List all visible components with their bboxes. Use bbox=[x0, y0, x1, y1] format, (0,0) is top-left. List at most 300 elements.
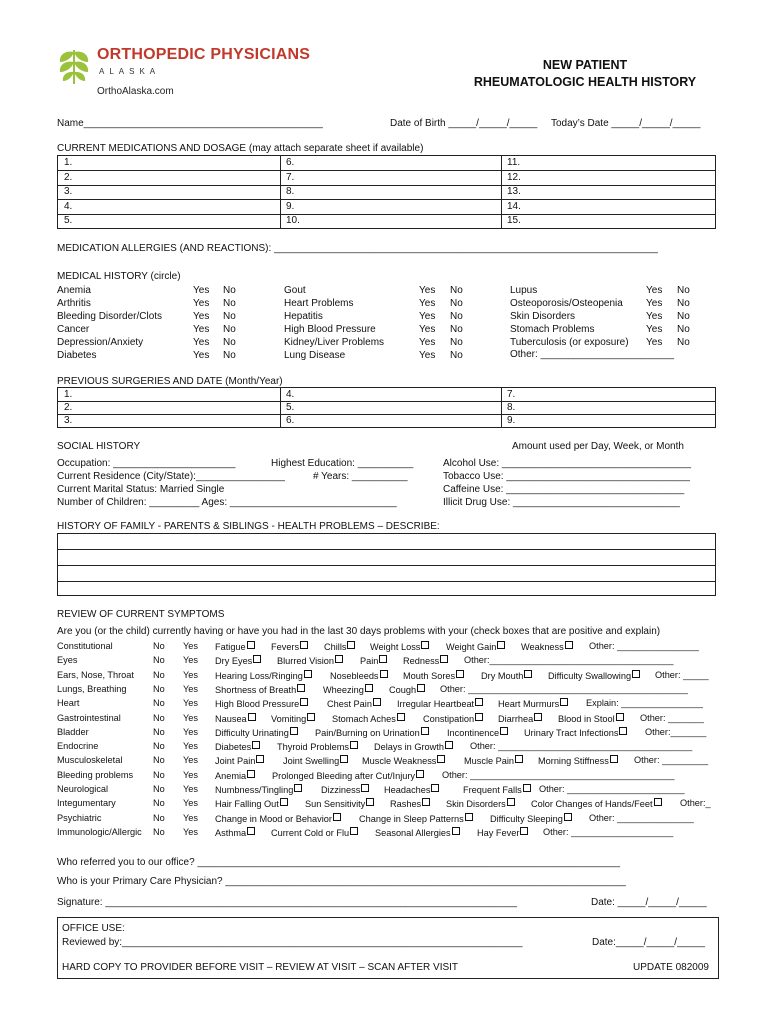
symptom-checkbox-item[interactable] bbox=[498, 713, 542, 724]
checkbox-icon[interactable] bbox=[421, 727, 429, 735]
symptom-checkbox-item[interactable] bbox=[360, 655, 387, 666]
symptom-label: Redness bbox=[403, 656, 440, 667]
symptom-checkbox-item[interactable] bbox=[272, 770, 424, 781]
yes-option[interactable]: Yes bbox=[419, 285, 436, 296]
symptom-other-field[interactable]: Other: ___________________________________________ bbox=[440, 683, 688, 694]
yes-option[interactable]: Yes bbox=[183, 641, 198, 651]
condition-label: Heart Problems bbox=[284, 298, 354, 309]
symptom-label: Dizziness bbox=[321, 785, 361, 795]
symptom-checkbox-item[interactable] bbox=[215, 698, 308, 709]
no-option[interactable]: No bbox=[153, 755, 165, 766]
no-option[interactable]: No bbox=[153, 826, 165, 837]
checkbox-icon[interactable] bbox=[416, 770, 424, 778]
office-use-label: OFFICE USE: bbox=[62, 923, 125, 934]
checkbox-icon[interactable] bbox=[500, 727, 508, 735]
numbered-entry[interactable]: 3. bbox=[64, 186, 73, 198]
symptom-row bbox=[0, 770, 770, 784]
symptom-label: Prolonged Bleeding after Cut/Injury bbox=[272, 770, 416, 781]
symptom-checkbox-item[interactable] bbox=[490, 813, 572, 824]
checkbox-icon[interactable] bbox=[340, 755, 348, 763]
no-option[interactable]: No bbox=[153, 683, 165, 694]
checkbox-icon[interactable] bbox=[437, 755, 445, 763]
family-history-heading: HISTORY OF FAMILY - PARENTS & SIBLINGS - HEALTH PROBLEMS – DESCRIBE: bbox=[57, 521, 440, 532]
numbered-entry[interactable]: 15. bbox=[507, 215, 521, 227]
system-label: Endocrine bbox=[57, 741, 99, 752]
yes-option[interactable]: Yes bbox=[193, 298, 210, 309]
checkbox-icon[interactable] bbox=[350, 741, 358, 749]
checkbox-icon[interactable] bbox=[417, 684, 425, 692]
no-option[interactable]: No bbox=[677, 298, 690, 309]
dob-field[interactable]: Date of Birth _____/_____/_____ bbox=[390, 118, 538, 129]
surgeries-table[interactable] bbox=[57, 387, 716, 428]
symptom-label: Muscle Weakness bbox=[362, 756, 437, 767]
symptom-checkbox-item[interactable] bbox=[271, 713, 315, 724]
occupation-field[interactable]: Occupation: ______________________ bbox=[57, 458, 236, 469]
checkbox-icon[interactable] bbox=[445, 741, 453, 749]
no-option[interactable]: No bbox=[153, 712, 165, 723]
yes-option[interactable]: Yes bbox=[183, 812, 198, 823]
symptom-label: Hearing Loss/Ringing bbox=[215, 670, 303, 681]
system-label: Integumentary bbox=[57, 798, 116, 809]
symptom-label: Vomiting bbox=[271, 713, 307, 724]
no-option[interactable]: No bbox=[153, 669, 165, 680]
yes-option[interactable]: Yes bbox=[183, 798, 198, 809]
condition-label: Lung Disease bbox=[284, 350, 346, 361]
numbered-entry[interactable]: 4. bbox=[64, 200, 73, 212]
symptom-checkbox-item[interactable] bbox=[403, 655, 448, 666]
no-option[interactable]: No bbox=[450, 285, 463, 296]
symptom-checkbox-item[interactable] bbox=[531, 798, 662, 809]
symptom-checkbox-item[interactable] bbox=[215, 713, 256, 724]
symptom-checkbox-item[interactable] bbox=[324, 641, 355, 652]
reviewed-by-field[interactable]: Reviewed by:________________________________________________________________________ bbox=[62, 937, 523, 948]
no-option[interactable]: No bbox=[450, 324, 463, 335]
symptom-row bbox=[0, 684, 770, 698]
symptom-row bbox=[0, 755, 770, 769]
symptom-label: Current Cold or Flu bbox=[271, 827, 350, 838]
checkbox-icon[interactable] bbox=[247, 827, 255, 835]
symptom-label: Heart Murmurs bbox=[498, 699, 560, 710]
no-option[interactable]: No bbox=[450, 311, 463, 322]
checkbox-icon[interactable] bbox=[475, 713, 483, 721]
symptom-other-field[interactable]: Other: _______________ bbox=[589, 812, 694, 823]
symptom-checkbox-item[interactable] bbox=[384, 784, 439, 795]
no-option[interactable]: No bbox=[450, 350, 463, 361]
symptom-checkbox-item[interactable] bbox=[464, 755, 523, 766]
yes-option[interactable]: Yes bbox=[646, 311, 663, 322]
checkbox-icon[interactable] bbox=[497, 641, 505, 649]
symptom-row bbox=[0, 798, 770, 812]
symptom-checkbox-item[interactable] bbox=[215, 770, 255, 781]
numbered-entry[interactable]: 7. bbox=[286, 171, 295, 183]
checkbox-icon[interactable] bbox=[252, 741, 260, 749]
symptom-checkbox-item[interactable] bbox=[215, 727, 298, 738]
condition-label: Stomach Problems bbox=[510, 324, 595, 335]
yes-option[interactable]: Yes bbox=[193, 285, 210, 296]
checkbox-icon[interactable] bbox=[297, 684, 305, 692]
checkbox-icon[interactable] bbox=[333, 813, 341, 821]
symptom-checkbox-item[interactable] bbox=[315, 727, 429, 738]
checkbox-icon[interactable] bbox=[452, 827, 460, 835]
no-option[interactable]: No bbox=[153, 784, 165, 794]
symptom-label: Diabetes bbox=[215, 742, 252, 753]
yes-option[interactable]: Yes bbox=[419, 324, 436, 335]
checkbox-icon[interactable] bbox=[300, 698, 308, 706]
medications-table[interactable] bbox=[57, 155, 716, 229]
numbered-entry[interactable]: 9. bbox=[286, 200, 295, 212]
numbered-entry[interactable]: 2. bbox=[64, 402, 73, 413]
symptom-checkbox-item[interactable] bbox=[271, 641, 308, 652]
symptom-other-field[interactable]: Other: _______________________ bbox=[539, 784, 685, 794]
numbered-entry[interactable]: 1. bbox=[64, 157, 73, 168]
office-use-box bbox=[57, 917, 719, 979]
checkbox-icon[interactable] bbox=[654, 798, 662, 806]
checkbox-icon[interactable] bbox=[475, 698, 483, 706]
symptom-checkbox-item[interactable] bbox=[323, 684, 373, 695]
checkbox-icon[interactable] bbox=[616, 713, 624, 721]
symptom-label: Joint Swelling bbox=[283, 756, 340, 767]
office-date-field[interactable]: Date:_____/_____/_____ bbox=[592, 937, 705, 948]
no-option[interactable]: No bbox=[153, 641, 165, 651]
symptom-label: Thyroid Problems bbox=[277, 742, 349, 753]
checkbox-icon[interactable] bbox=[350, 827, 358, 835]
marital-status-field[interactable]: Current Marital Status: Married Single bbox=[57, 484, 225, 495]
no-option[interactable]: No bbox=[450, 298, 463, 309]
system-label: Gastrointestinal bbox=[57, 712, 121, 723]
yes-option[interactable]: Yes bbox=[193, 324, 210, 335]
checkbox-icon[interactable] bbox=[300, 641, 308, 649]
checkbox-icon[interactable] bbox=[560, 698, 568, 706]
symptom-checkbox-item[interactable] bbox=[215, 655, 261, 666]
symptom-checkbox-item[interactable] bbox=[215, 670, 312, 681]
symptom-checkbox-item[interactable] bbox=[271, 827, 358, 838]
condition-label: Depression/Anxiety bbox=[57, 337, 144, 348]
no-option[interactable]: No bbox=[223, 311, 236, 322]
symptom-checkbox-item[interactable] bbox=[215, 827, 255, 838]
checkbox-icon[interactable] bbox=[307, 713, 315, 721]
residence-field[interactable]: Current Residence (City/State):________________ bbox=[57, 471, 285, 482]
symptom-checkbox-item[interactable] bbox=[215, 813, 341, 824]
numbered-entry[interactable]: 10. bbox=[286, 215, 300, 227]
checkbox-icon[interactable] bbox=[335, 655, 343, 663]
checkbox-icon[interactable] bbox=[247, 770, 255, 778]
years-field[interactable]: # Years: __________ bbox=[313, 471, 408, 482]
symptom-checkbox-item[interactable] bbox=[215, 784, 302, 795]
numbered-entry[interactable]: 3. bbox=[64, 415, 73, 426]
symptom-checkbox-item[interactable] bbox=[423, 713, 483, 724]
checkbox-icon[interactable] bbox=[520, 827, 528, 835]
checkbox-icon[interactable] bbox=[524, 670, 532, 678]
symptom-checkbox-item[interactable] bbox=[389, 684, 425, 695]
symptom-other-field[interactable]: Other: _______ bbox=[640, 712, 704, 723]
symptom-label: Hair Falling Out bbox=[215, 799, 279, 810]
checkbox-icon[interactable] bbox=[379, 655, 387, 663]
condition-label: Anemia bbox=[57, 285, 91, 296]
checkbox-icon[interactable] bbox=[280, 798, 288, 806]
yes-option[interactable]: Yes bbox=[419, 311, 436, 322]
symptom-label: Constipation bbox=[423, 713, 475, 724]
education-field[interactable]: Highest Education: __________ bbox=[271, 458, 414, 469]
yes-option[interactable]: Yes bbox=[183, 669, 198, 680]
numbered-entry[interactable]: 14. bbox=[507, 200, 521, 212]
symptom-checkbox-item[interactable] bbox=[374, 741, 453, 752]
numbered-entry[interactable]: 6. bbox=[286, 157, 295, 168]
checkbox-icon[interactable] bbox=[397, 713, 405, 721]
symptom-checkbox-item[interactable] bbox=[463, 784, 531, 795]
no-option[interactable]: No bbox=[153, 798, 165, 809]
medical-history-other[interactable]: Other: ________________________ bbox=[510, 349, 675, 360]
symptom-other-field[interactable]: Other:____________________________________ bbox=[464, 655, 674, 666]
numbered-entry[interactable]: 4. bbox=[286, 389, 295, 400]
no-option[interactable]: No bbox=[153, 769, 165, 780]
symptom-label: Chills bbox=[324, 642, 347, 652]
no-option[interactable]: No bbox=[223, 324, 236, 335]
yes-option[interactable]: Yes bbox=[646, 324, 663, 335]
no-option[interactable]: No bbox=[223, 285, 236, 296]
symptom-checkbox-item[interactable] bbox=[390, 798, 430, 809]
checkbox-icon[interactable] bbox=[248, 713, 256, 721]
yes-option[interactable]: Yes bbox=[183, 826, 198, 837]
children-field[interactable]: Number of Children: _________ Ages: ______________________________ bbox=[57, 497, 397, 508]
yes-option[interactable]: Yes bbox=[183, 698, 198, 709]
no-option[interactable]: No bbox=[223, 298, 236, 309]
symptom-checkbox-item[interactable] bbox=[215, 755, 264, 766]
condition-label: High Blood Pressure bbox=[284, 324, 376, 335]
symptom-checkbox-item[interactable] bbox=[481, 670, 532, 681]
condition-label: Bleeding Disorder/Clots bbox=[57, 311, 163, 322]
routing-notice: HARD COPY TO PROVIDER BEFORE VISIT – REVIEW AT VISIT – SCAN AFTER VISIT bbox=[62, 962, 459, 973]
symptom-label: Frequent Falls bbox=[463, 785, 522, 795]
symptom-checkbox-item[interactable] bbox=[283, 755, 348, 766]
yes-option[interactable]: Yes bbox=[183, 784, 198, 794]
yes-option[interactable]: Yes bbox=[193, 350, 210, 361]
symptom-checkbox-item[interactable] bbox=[215, 741, 260, 752]
drug-use-field[interactable]: Illicit Drug Use: ______________________________ bbox=[443, 497, 680, 508]
no-option[interactable]: No bbox=[223, 350, 236, 361]
symptom-other-field[interactable]: Other: ________________________________________ bbox=[442, 769, 675, 780]
caffeine-field[interactable]: Caffeine Use: ________________________________ bbox=[443, 484, 685, 495]
yes-option[interactable]: Yes bbox=[193, 311, 210, 322]
signature-date-field[interactable]: Date: _____/_____/_____ bbox=[591, 897, 707, 908]
checkbox-icon[interactable] bbox=[632, 670, 640, 678]
checkbox-icon[interactable] bbox=[465, 813, 473, 821]
symptom-row bbox=[0, 727, 770, 741]
checkbox-icon[interactable] bbox=[610, 755, 618, 763]
yes-option[interactable]: Yes bbox=[193, 337, 210, 348]
checkbox-icon[interactable] bbox=[380, 670, 388, 678]
no-option[interactable]: No bbox=[223, 337, 236, 348]
symptom-label: Blood in Stool bbox=[558, 713, 615, 724]
checkbox-icon[interactable] bbox=[421, 641, 429, 649]
symptom-checkbox-item[interactable] bbox=[359, 813, 473, 824]
symptom-label: Asthma bbox=[215, 827, 247, 838]
family-history-box[interactable] bbox=[57, 533, 716, 596]
symptom-checkbox-item[interactable] bbox=[477, 827, 528, 838]
symptom-checkbox-item[interactable] bbox=[215, 641, 255, 652]
yes-option[interactable]: Yes bbox=[183, 755, 198, 766]
symptom-label: Pain/Burning on Urination bbox=[315, 727, 420, 738]
symptom-checkbox-item[interactable] bbox=[524, 727, 627, 738]
yes-option[interactable]: Yes bbox=[646, 337, 663, 348]
checkbox-icon[interactable] bbox=[365, 684, 373, 692]
symptom-other-field[interactable]: Other: ________________ bbox=[589, 641, 699, 651]
checkbox-icon[interactable] bbox=[523, 784, 531, 792]
symptom-checkbox-item[interactable] bbox=[370, 641, 429, 652]
symptom-checkbox-item[interactable] bbox=[375, 827, 460, 838]
condition-label: Osteoporosis/Osteopenia bbox=[510, 298, 623, 309]
checkbox-icon[interactable] bbox=[256, 755, 264, 763]
checkbox-icon[interactable] bbox=[456, 670, 464, 678]
system-label: Ears, Nose, Throat bbox=[57, 669, 134, 680]
name-field[interactable]: Name___________________________________________ bbox=[57, 118, 323, 129]
symptom-checkbox-item[interactable] bbox=[321, 784, 369, 795]
no-option[interactable]: No bbox=[153, 741, 165, 752]
symptom-row bbox=[0, 784, 770, 798]
symptom-checkbox-item[interactable] bbox=[403, 670, 464, 681]
numbered-entry[interactable]: 7. bbox=[507, 389, 516, 400]
no-option[interactable]: No bbox=[153, 726, 165, 737]
symptom-checkbox-item[interactable] bbox=[305, 798, 374, 809]
medical-history-heading: MEDICAL HISTORY (circle) bbox=[57, 271, 181, 282]
condition-label: Gout bbox=[284, 285, 306, 296]
no-option[interactable]: No bbox=[153, 812, 165, 823]
symptom-other-field[interactable]: Other: ____________________ bbox=[543, 826, 674, 837]
checkbox-icon[interactable] bbox=[422, 798, 430, 806]
yes-option[interactable]: Yes bbox=[183, 741, 198, 752]
symptom-label: Irregular Heartbeat bbox=[397, 699, 475, 710]
numbered-entry[interactable]: 11. bbox=[507, 157, 521, 168]
no-option[interactable]: No bbox=[677, 311, 690, 322]
symptom-checkbox-item[interactable] bbox=[586, 698, 703, 708]
yes-option[interactable]: Yes bbox=[183, 726, 198, 737]
no-option[interactable]: No bbox=[677, 337, 690, 348]
checkbox-icon[interactable] bbox=[294, 784, 302, 792]
symptom-other-field[interactable]: Other: ______________________________________ bbox=[470, 741, 693, 752]
symptom-other-field[interactable]: Other:_______ bbox=[645, 726, 707, 737]
checkbox-icon[interactable] bbox=[564, 813, 572, 821]
system-label: Eyes bbox=[57, 655, 78, 666]
symptom-checkbox-item[interactable] bbox=[215, 798, 288, 809]
numbered-entry[interactable]: 13. bbox=[507, 186, 521, 198]
checkbox-icon[interactable] bbox=[366, 798, 374, 806]
condition-label: Hepatitis bbox=[284, 311, 323, 322]
yes-option[interactable]: Yes bbox=[183, 712, 198, 723]
allergies-field[interactable]: MEDICATION ALLERGIES (AND REACTIONS): _____________________________________________________________________ bbox=[57, 243, 658, 254]
numbered-entry[interactable]: 12. bbox=[507, 171, 521, 183]
yes-option[interactable]: Yes bbox=[419, 350, 436, 361]
symptom-label: Stomach Aches bbox=[332, 713, 396, 724]
condition-label: Tuberculosis (or exposure) bbox=[510, 337, 629, 348]
symptom-label: Shortness of Breath bbox=[215, 684, 297, 695]
yes-option[interactable]: Yes bbox=[419, 337, 436, 348]
symptom-checkbox-item[interactable] bbox=[277, 741, 358, 752]
symptom-checkbox-item[interactable] bbox=[446, 641, 505, 652]
checkbox-icon[interactable] bbox=[507, 798, 515, 806]
tobacco-field[interactable]: Tobacco Use: _________________________________ bbox=[443, 471, 690, 482]
symptom-checkbox-item[interactable] bbox=[521, 641, 573, 652]
condition-label: Diabetes bbox=[57, 350, 97, 361]
numbered-entry[interactable]: 8. bbox=[507, 402, 516, 413]
symptom-checkbox-item[interactable] bbox=[277, 655, 343, 666]
symptom-checkbox-item[interactable] bbox=[446, 798, 515, 809]
checkbox-icon[interactable] bbox=[373, 698, 381, 706]
symptom-checkbox-item[interactable] bbox=[498, 698, 568, 709]
symptom-checkbox-item[interactable] bbox=[538, 755, 618, 766]
symptom-other-field[interactable]: Other: _________ bbox=[634, 755, 709, 766]
checkbox-icon[interactable] bbox=[304, 670, 312, 678]
numbered-entry[interactable]: 8. bbox=[286, 186, 295, 198]
checkbox-icon[interactable] bbox=[565, 641, 573, 649]
numbered-entry[interactable]: 5. bbox=[64, 215, 73, 227]
symptom-checkbox-item[interactable] bbox=[330, 670, 388, 681]
symptom-checkbox-item[interactable] bbox=[215, 684, 305, 695]
symptom-checkbox-item[interactable] bbox=[397, 698, 483, 709]
symptom-other-field[interactable]: Other: _____ bbox=[655, 669, 709, 680]
yes-option[interactable]: Yes bbox=[646, 298, 663, 309]
numbered-entry[interactable]: 5. bbox=[286, 402, 295, 413]
no-option[interactable]: No bbox=[677, 285, 690, 296]
checkbox-icon[interactable] bbox=[619, 727, 627, 735]
numbered-entry[interactable]: 9. bbox=[507, 415, 516, 426]
symptom-checkbox-item[interactable] bbox=[327, 698, 381, 709]
checkbox-icon[interactable] bbox=[253, 655, 261, 663]
symptom-checkbox-item[interactable] bbox=[558, 713, 624, 724]
numbered-entry[interactable]: 6. bbox=[286, 415, 295, 426]
symptom-checkbox-item[interactable] bbox=[548, 670, 640, 681]
alcohol-field[interactable]: Alcohol Use: __________________________________ bbox=[443, 458, 692, 469]
yes-option[interactable]: Yes bbox=[183, 683, 198, 694]
symptom-label: Dry Mouth bbox=[481, 670, 524, 681]
checkbox-icon[interactable] bbox=[515, 755, 523, 763]
signature-field[interactable]: Signature: __________________________________________________________________________ bbox=[57, 897, 517, 908]
symptom-row bbox=[0, 698, 770, 712]
checkbox-icon[interactable] bbox=[290, 727, 298, 735]
checkbox-icon[interactable] bbox=[361, 784, 369, 792]
symptom-other-field[interactable]: Other:_ bbox=[680, 798, 711, 809]
symptom-label: Difficulty Swallowing bbox=[548, 670, 632, 681]
checkbox-icon[interactable] bbox=[431, 784, 439, 792]
yes-option[interactable]: Yes bbox=[183, 769, 198, 780]
symptom-label: Incontinence bbox=[447, 727, 500, 738]
symptom-checkbox-item[interactable] bbox=[332, 713, 405, 724]
symptom-label: Fevers bbox=[271, 642, 300, 652]
symptom-checkbox-item[interactable] bbox=[447, 727, 508, 738]
checkbox-icon[interactable] bbox=[534, 713, 542, 721]
numbered-entry[interactable]: 1. bbox=[64, 389, 73, 400]
form-title-line2: RHEUMATOLOGIC HEALTH HISTORY bbox=[473, 75, 697, 89]
symptom-label: Diarrhea bbox=[498, 713, 534, 724]
yes-option[interactable]: Yes bbox=[183, 655, 198, 666]
checkbox-icon[interactable] bbox=[247, 641, 255, 649]
checkbox-icon[interactable] bbox=[440, 655, 448, 663]
no-option[interactable]: No bbox=[153, 655, 165, 666]
no-option[interactable]: No bbox=[677, 324, 690, 335]
symptom-label: Mouth Sores bbox=[403, 670, 456, 681]
numbered-entry[interactable]: 2. bbox=[64, 171, 73, 183]
no-option[interactable]: No bbox=[153, 698, 165, 709]
checkbox-icon[interactable] bbox=[347, 641, 355, 649]
today-date-field[interactable]: Today’s Date _____/_____/_____ bbox=[551, 118, 701, 129]
symptom-checkbox-item[interactable] bbox=[362, 755, 445, 766]
pcp-field[interactable]: Who is your Primary Care Physician? ________________________________________________________________________ bbox=[57, 876, 626, 887]
yes-option[interactable]: Yes bbox=[646, 285, 663, 296]
referral-field[interactable]: Who referred you to our office? ____________________________________________________________________________ bbox=[57, 857, 621, 868]
yes-option[interactable]: Yes bbox=[419, 298, 436, 309]
system-label: Musculoskeletal bbox=[57, 755, 123, 766]
system-label: Neurological bbox=[57, 784, 109, 794]
brand-name: ORTHOPEDIC PHYSICIANS bbox=[97, 46, 311, 63]
no-option[interactable]: No bbox=[450, 337, 463, 348]
